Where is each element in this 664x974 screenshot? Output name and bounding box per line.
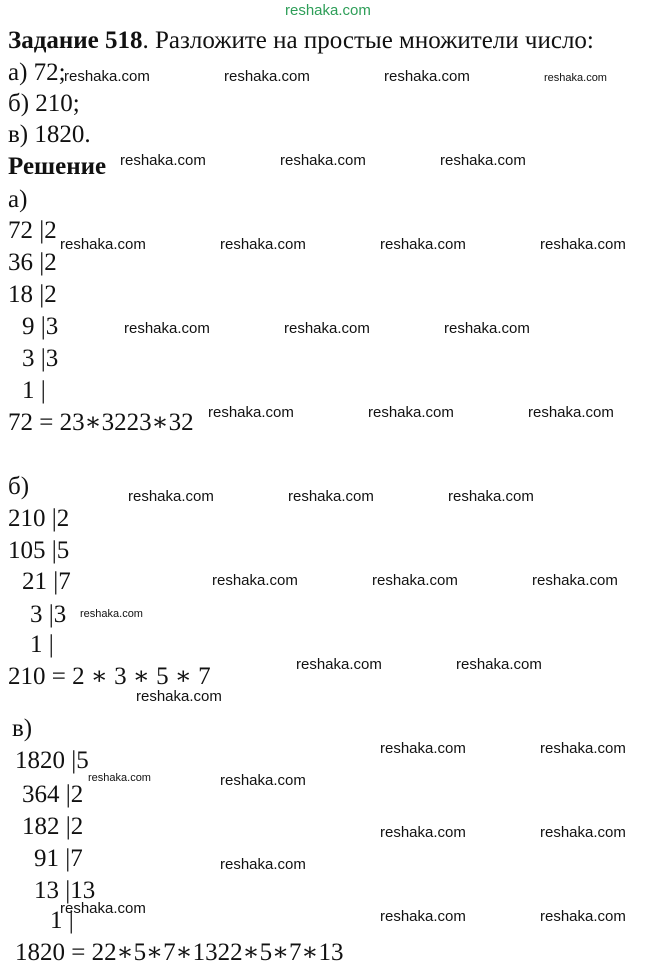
watermark: reshaka.com bbox=[120, 152, 206, 169]
watermark: reshaka.com bbox=[288, 488, 374, 505]
part-a-result: 72 = 23∗3223∗32 bbox=[8, 409, 194, 436]
watermark: reshaka.com bbox=[208, 404, 294, 421]
watermark: reshaka.com bbox=[380, 740, 466, 757]
part-a-row: 1 | bbox=[22, 377, 46, 404]
part-b-row: 105 |5 bbox=[8, 537, 70, 564]
watermark: reshaka.com bbox=[220, 772, 306, 789]
part-b-label: б) bbox=[8, 473, 30, 500]
part-a-label: а) bbox=[8, 186, 28, 213]
watermark: reshaka.com bbox=[380, 236, 466, 253]
watermark: reshaka.com bbox=[296, 656, 382, 673]
task-item-a: а) 72; bbox=[8, 59, 66, 86]
watermark: reshaka.com bbox=[60, 236, 146, 253]
watermark: reshaka.com bbox=[444, 320, 530, 337]
part-b-result: 210 = 2 ∗ 3 ∗ 5 ∗ 7 bbox=[8, 663, 211, 690]
watermark: reshaka.com bbox=[60, 900, 146, 917]
watermark: reshaka.com bbox=[80, 608, 143, 620]
part-b-row: 21 |7 bbox=[22, 568, 71, 595]
part-c-row: 1820 |5 bbox=[15, 747, 89, 774]
part-c-row: 91 |7 bbox=[34, 845, 83, 872]
part-c-result: 1820 = 22∗5∗7∗1322∗5∗7∗13 bbox=[15, 939, 344, 966]
part-b-row: 210 |2 bbox=[8, 505, 70, 532]
part-c-row: 1 | bbox=[50, 907, 74, 934]
watermark: reshaka.com bbox=[456, 656, 542, 673]
watermark: reshaka.com bbox=[128, 488, 214, 505]
watermark: reshaka.com bbox=[440, 152, 526, 169]
part-c-row: 13 |13 bbox=[34, 877, 96, 904]
watermark: reshaka.com bbox=[220, 856, 306, 873]
watermark: reshaka.com bbox=[540, 236, 626, 253]
watermark: reshaka.com bbox=[384, 68, 470, 85]
site-watermark-top: reshaka.com bbox=[285, 2, 371, 19]
part-a-row: 9 |3 bbox=[22, 313, 59, 340]
watermark: reshaka.com bbox=[64, 68, 150, 85]
part-a-row: 36 |2 bbox=[8, 249, 57, 276]
part-a-row: 72 |2 bbox=[8, 217, 57, 244]
watermark: reshaka.com bbox=[212, 572, 298, 589]
part-c-row: 182 |2 bbox=[22, 813, 84, 840]
task-item-c: в) 1820. bbox=[8, 121, 91, 148]
watermark: reshaka.com bbox=[540, 908, 626, 925]
part-a-row: 18 |2 bbox=[8, 281, 57, 308]
watermark: reshaka.com bbox=[380, 824, 466, 841]
watermark: reshaka.com bbox=[372, 572, 458, 589]
watermark: reshaka.com bbox=[124, 320, 210, 337]
part-c-label: в) bbox=[12, 715, 33, 742]
part-b-row: 3 |3 bbox=[30, 601, 67, 628]
watermark: reshaka.com bbox=[136, 688, 222, 705]
watermark: reshaka.com bbox=[540, 824, 626, 841]
watermark: reshaka.com bbox=[280, 152, 366, 169]
solution-heading: Решение bbox=[8, 153, 107, 180]
task-prompt: . Разложите на простые множители число: bbox=[142, 27, 594, 54]
watermark: reshaka.com bbox=[528, 404, 614, 421]
watermark: reshaka.com bbox=[380, 908, 466, 925]
watermark: reshaka.com bbox=[284, 320, 370, 337]
watermark: reshaka.com bbox=[220, 236, 306, 253]
watermark: reshaka.com bbox=[368, 404, 454, 421]
part-a-row: 3 |3 bbox=[22, 345, 59, 372]
part-b-row: 1 | bbox=[30, 631, 54, 658]
watermark: reshaka.com bbox=[540, 740, 626, 757]
watermark: reshaka.com bbox=[544, 72, 607, 84]
part-c-row: 364 |2 bbox=[22, 781, 84, 808]
watermark: reshaka.com bbox=[224, 68, 310, 85]
task-number: Задание 518 bbox=[8, 27, 143, 54]
watermark: reshaka.com bbox=[448, 488, 534, 505]
task-statement bbox=[8, 26, 594, 56]
watermark: reshaka.com bbox=[532, 572, 618, 589]
watermark: reshaka.com bbox=[88, 772, 151, 784]
task-item-b: б) 210; bbox=[8, 90, 80, 117]
